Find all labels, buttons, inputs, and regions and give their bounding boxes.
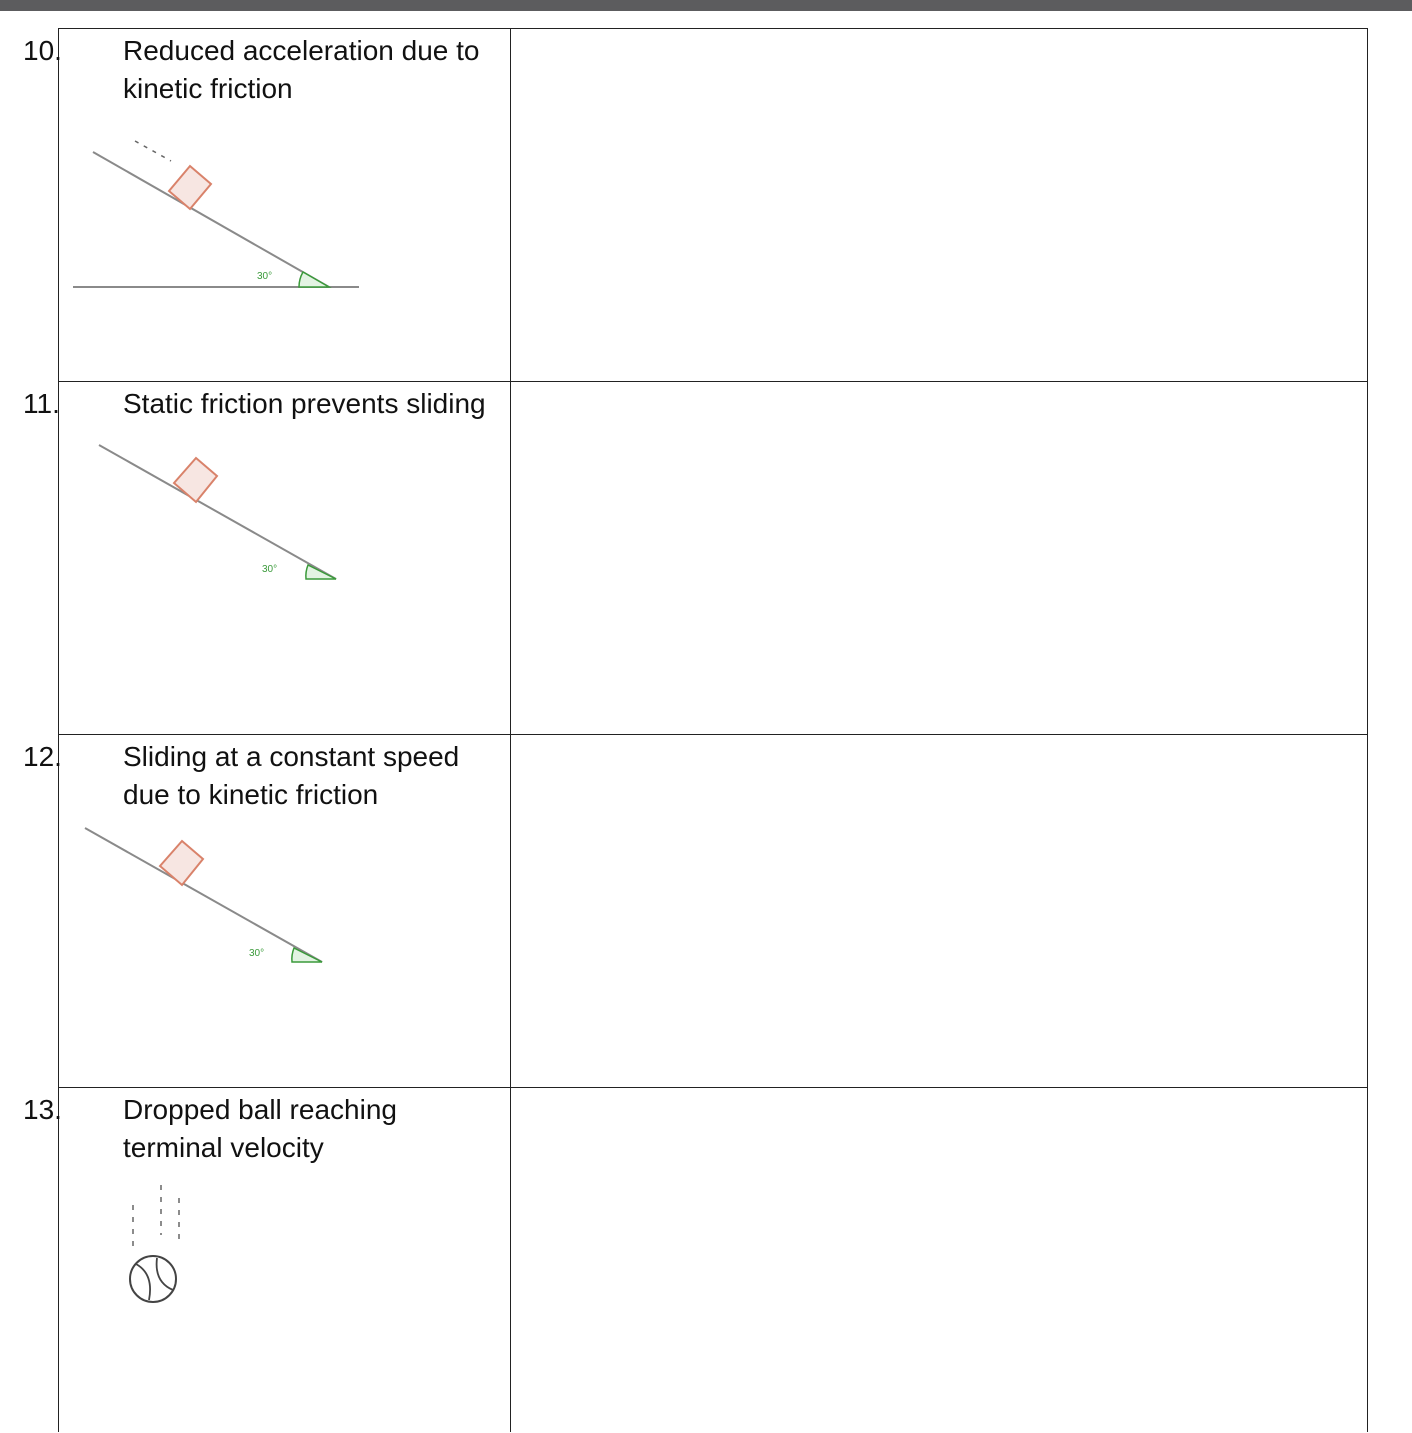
incline-line: [93, 152, 329, 287]
item-number: 10.: [23, 35, 62, 66]
incline-line: [85, 828, 322, 962]
ball: [130, 1256, 176, 1302]
angle-label: 30°: [249, 948, 265, 959]
prompt-line-1: Sliding at a constant speed: [123, 741, 460, 772]
angle-label: 30°: [257, 271, 273, 282]
window-top-bar: [0, 0, 1412, 11]
prompt-cell: [23, 382, 511, 734]
table-row: [23, 1087, 1368, 1432]
block: [169, 166, 211, 209]
item-number: 12.: [23, 741, 62, 772]
incline-line: [99, 445, 336, 579]
worksheet-table: [0, 11, 1412, 1432]
answer-cell[interactable]: [511, 1088, 1367, 1432]
item-number: 13.: [23, 1094, 62, 1125]
answer-cell[interactable]: [511, 735, 1367, 1087]
prompt-cell: [23, 735, 511, 1087]
angle-marker: [306, 565, 336, 579]
prompt-cell: [23, 29, 511, 381]
prompt-line-2: kinetic friction: [123, 73, 293, 104]
prompt-cell: [23, 1088, 511, 1432]
prompt-line-2: terminal velocity: [123, 1132, 324, 1163]
block: [160, 841, 203, 885]
prompt-line-2: due to kinetic friction: [123, 779, 379, 810]
table-row: [23, 381, 1368, 734]
table-row: [23, 28, 1368, 381]
angle-marker: [292, 948, 322, 962]
table-row: [23, 734, 1368, 1087]
answer-cell[interactable]: [511, 29, 1367, 381]
block: [174, 458, 217, 502]
angle-label: 30°: [262, 564, 278, 575]
answer-cell[interactable]: [511, 382, 1367, 734]
item-number: 11.: [23, 388, 60, 419]
prompt-line-1: Static friction prevents sliding: [123, 388, 486, 419]
motion-dashes: [135, 141, 171, 161]
prompt-line-1: Reduced acceleration due to: [123, 35, 480, 66]
prompt-line-1: Dropped ball reaching: [123, 1094, 397, 1125]
angle-marker: [299, 272, 329, 287]
